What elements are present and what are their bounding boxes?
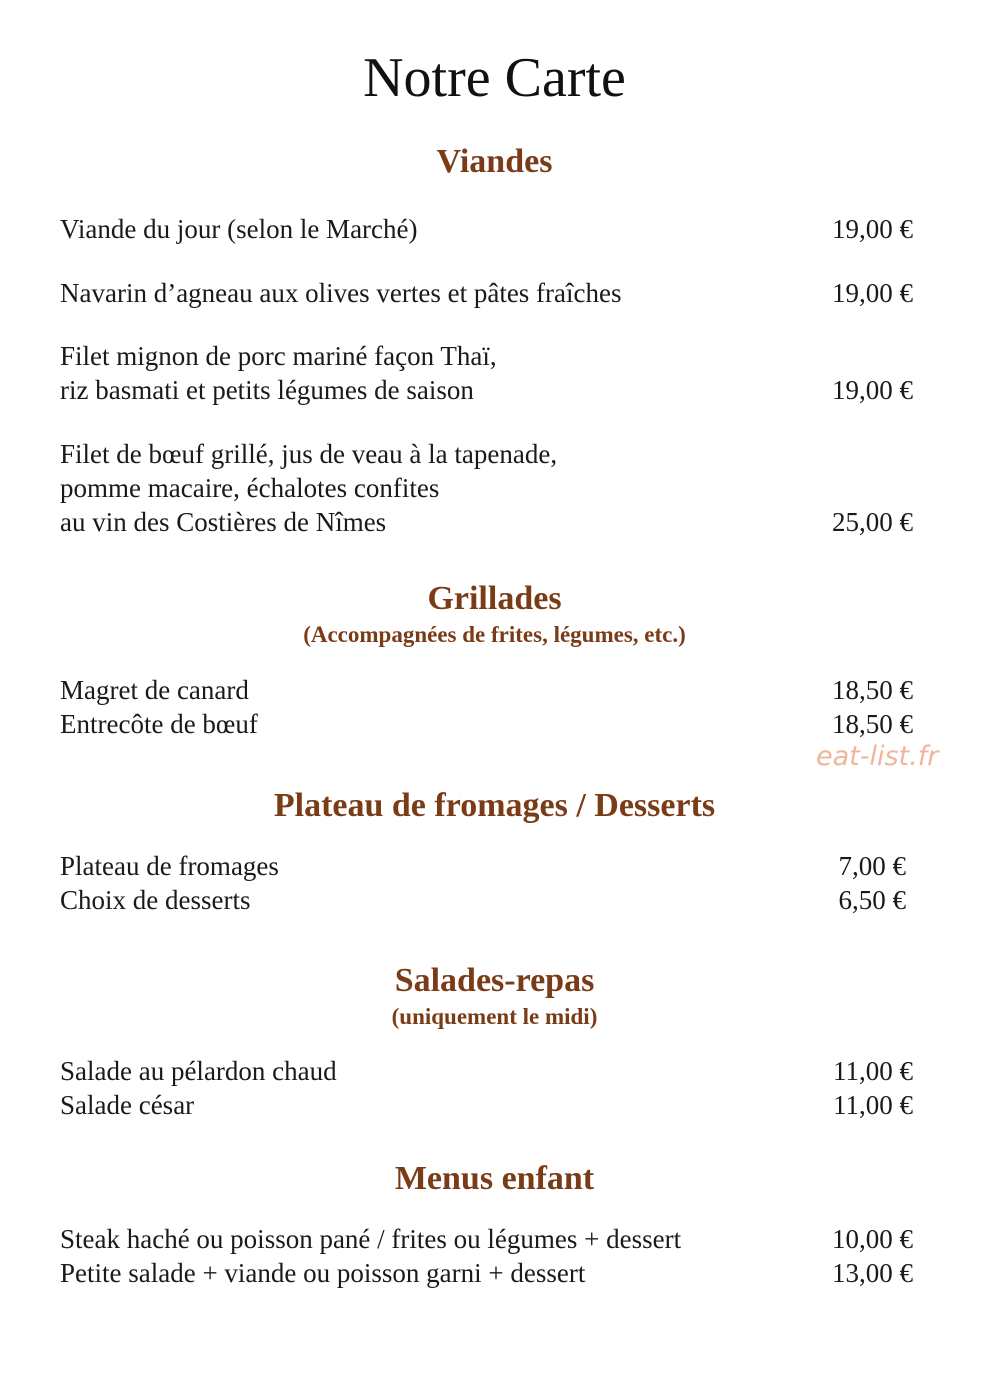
menu-item — [60, 849, 860, 883]
item-line: Salade césar — [60, 1090, 195, 1120]
section-heading-salades-repas: Salades-repas — [394, 962, 595, 999]
menu-item — [60, 1222, 860, 1256]
menu-item — [60, 673, 860, 707]
item-price: 13,00 € — [832, 1258, 913, 1288]
item-price: 18,50 € — [832, 675, 913, 705]
item-price: 18,50 € — [832, 709, 913, 739]
item-line: riz basmati et petits légumes de saison — [60, 375, 474, 405]
item-price: 10,00 € — [832, 1224, 913, 1254]
menu-item — [60, 707, 860, 741]
item-price: 6,50 € — [838, 885, 906, 915]
section-heading-viandes: Viandes — [436, 143, 553, 180]
item-line: Magret de canard — [60, 675, 249, 705]
menu-item — [60, 1054, 860, 1088]
menu-item — [60, 1256, 860, 1290]
menu-item — [60, 883, 860, 917]
item-line: Plateau de fromages — [60, 851, 279, 881]
section-heading-fromages-desserts: Plateau de fromages / Desserts — [273, 787, 716, 824]
section-heading-grillades: Grillades — [427, 580, 562, 617]
item-line: Salade au pélardon chaud — [60, 1056, 337, 1086]
page-title: Notre Carte — [363, 47, 626, 109]
menu-item — [60, 339, 860, 407]
section-heading-menus-enfant: Menus enfant — [394, 1160, 595, 1197]
item-line: Petite salade + viande ou poisson garni + dessert — [60, 1258, 586, 1288]
item-price: 11,00 € — [833, 1090, 913, 1120]
item-line: Choix de desserts — [60, 885, 251, 915]
item-price: 7,00 € — [838, 851, 906, 881]
item-line: pomme macaire, échalotes confites — [60, 473, 440, 503]
menu-item — [60, 437, 860, 539]
item-price: 19,00 € — [832, 375, 913, 405]
item-line: au vin des Costières de Nîmes — [60, 507, 387, 537]
menu-item — [60, 276, 860, 310]
item-price: 25,00 € — [832, 507, 913, 537]
item-price: 19,00 € — [832, 214, 913, 244]
item-line: Navarin d’agneau aux olives vertes et pâtes fraîches — [60, 278, 622, 308]
item-line: Steak haché ou poisson pané / frites ou légumes + dessert — [60, 1224, 682, 1254]
item-price: 11,00 € — [833, 1056, 913, 1086]
item-line: Filet mignon de porc mariné façon Thaï, — [60, 341, 497, 371]
item-line: Filet de bœuf grillé, jus de veau à la tapenade, — [60, 439, 558, 469]
section-subheading-grillades: (Accompagnées de frites, légumes, etc.) — [303, 622, 686, 647]
section-subheading-salades-repas: (uniquement le midi) — [391, 1004, 598, 1029]
item-price: 19,00 € — [832, 278, 913, 308]
item-line: Entrecôte de bœuf — [60, 709, 258, 739]
menu-item — [60, 1088, 860, 1122]
menu-item — [60, 212, 860, 246]
watermark: eat-list.fr — [816, 741, 939, 772]
item-line: Viande du jour (selon le Marché) — [60, 214, 418, 244]
